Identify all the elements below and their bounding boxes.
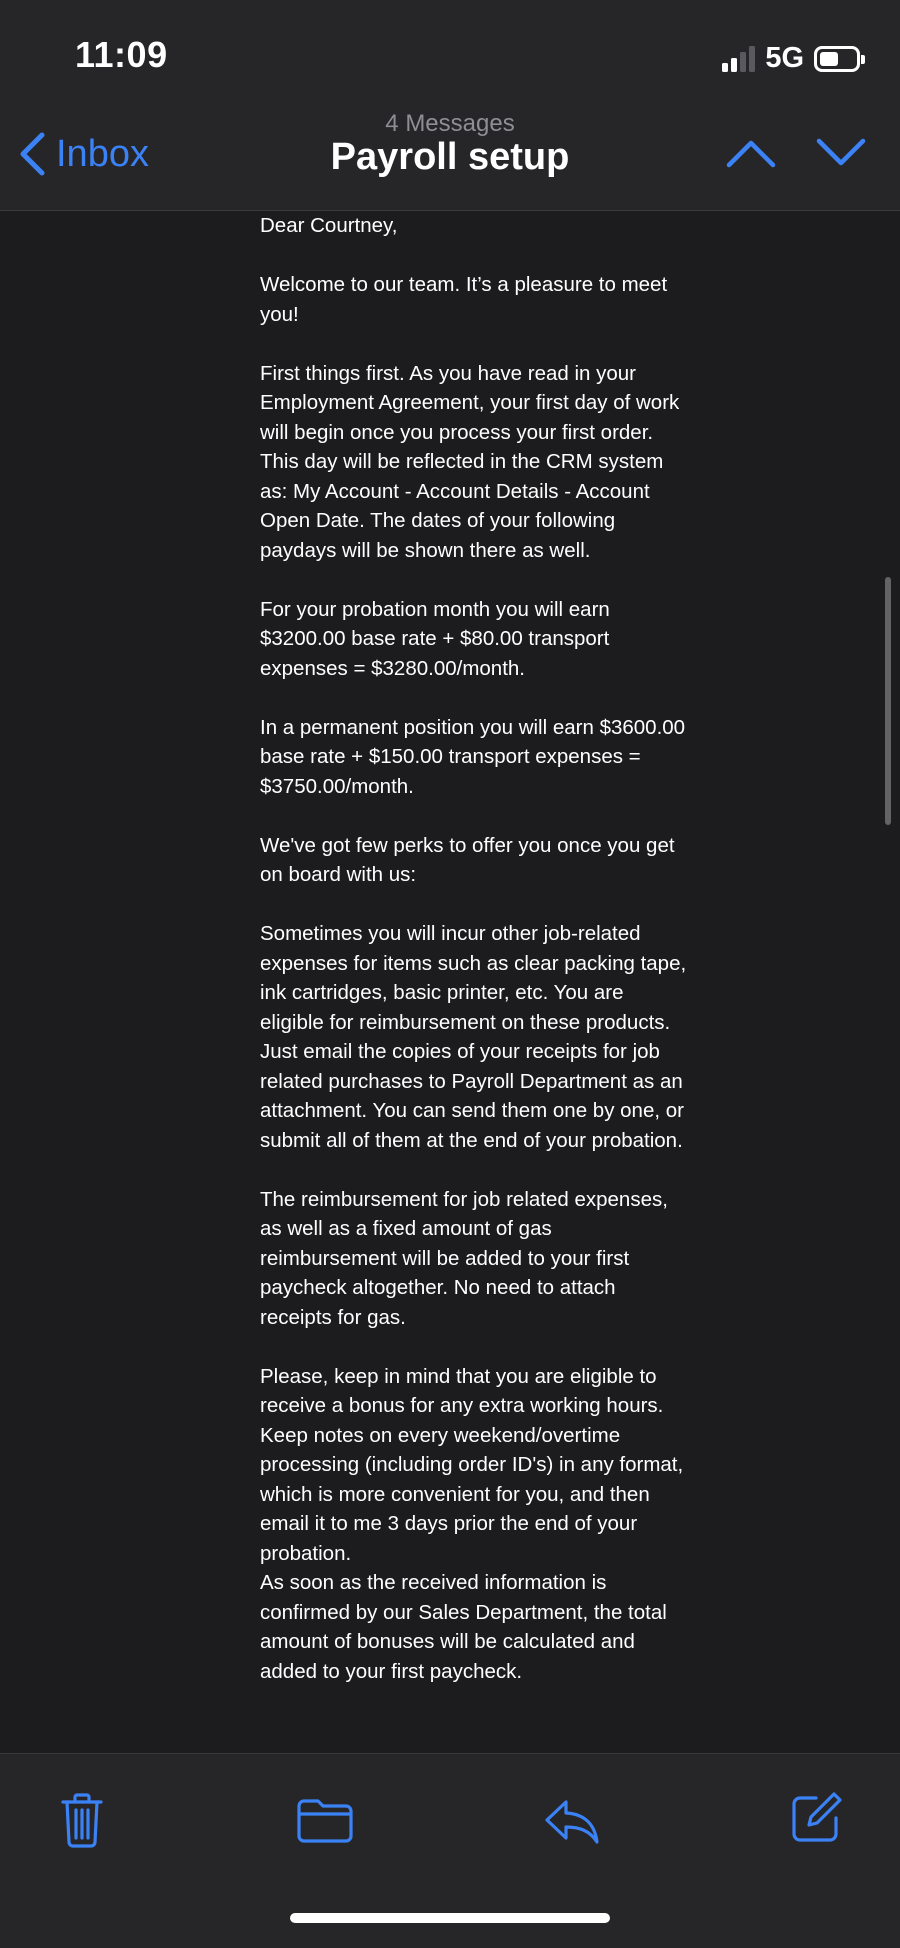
back-label: Inbox [56,132,149,175]
scrollbar[interactable] [885,577,891,825]
top-bar [0,0,900,211]
trash-icon[interactable] [60,1792,104,1848]
message-paragraph: Please, keep in mind that you are eligible to receive a bonus for any extra working hours. Keep notes on every weekend/overtime processing (including order ID's) in any format, which is more convenient for you, and then email it to me 3 days prior the end of your probation. [260,1364,684,1565]
home-indicator[interactable] [290,1913,610,1923]
message-view[interactable] [0,211,900,1753]
folder-icon[interactable] [296,1798,354,1844]
message-navigation [726,138,866,168]
message-paragraph: Dear Courtney, [260,214,398,237]
chevron-up-icon[interactable] [726,138,776,168]
network-type: 5G [765,42,804,74]
reply-icon[interactable] [544,1798,600,1846]
message-paragraph: First things first. As you have read in your Employment Agreement, your first day of work will begin once you process your first order. This day will be reflected in the CRM system as: My Account - Account Details - Account Open Date. The dates of your following paydays will be shown there as well. [260,361,680,562]
message-paragraph: Sometimes you will incur other job-related expenses for items such as clear packing tape, ink cartridges, basic printer, etc. You are eligible for reimbursement on these products. Just email the copies of your receipts for job related purchases to Payroll Department as an attachment. You can send them one by one, or submit all of them at the end of your probation. [260,922,687,1152]
message-body [260,211,690,1716]
status-indicators [722,42,860,75]
message-count: 4 Messages [385,110,515,137]
message-paragraph: We've got few perks to offer you once you get on board with us: [260,833,675,886]
chevron-down-icon[interactable] [816,138,866,168]
page-title: Payroll setup [330,136,570,178]
battery-icon [814,46,860,72]
message-paragraph: The reimbursement for job related expenses, as well as a fixed amount of gas reimbursement will be added to your first paycheck altogether. No need to attach receipts for gas. [260,1187,668,1329]
status-time: 11:09 [75,34,168,75]
message-paragraph: Welcome to our team. It’s a pleasure to meet you! [260,273,668,326]
message-paragraph: For your probation month you will earn $3200.00 base rate + $80.00 transport expenses = $3280.00/month. [260,597,610,680]
signal-icon [722,46,755,72]
message-paragraph: As soon as the received information is confirmed by our Sales Department, the total amount of bonuses will be calculated and added to your first paycheck. [260,1571,667,1683]
message-paragraph: In a permanent position you will earn $3600.00 base rate + $150.00 transport expenses = $3750.00/month. [260,715,686,798]
compose-icon[interactable] [790,1790,844,1844]
